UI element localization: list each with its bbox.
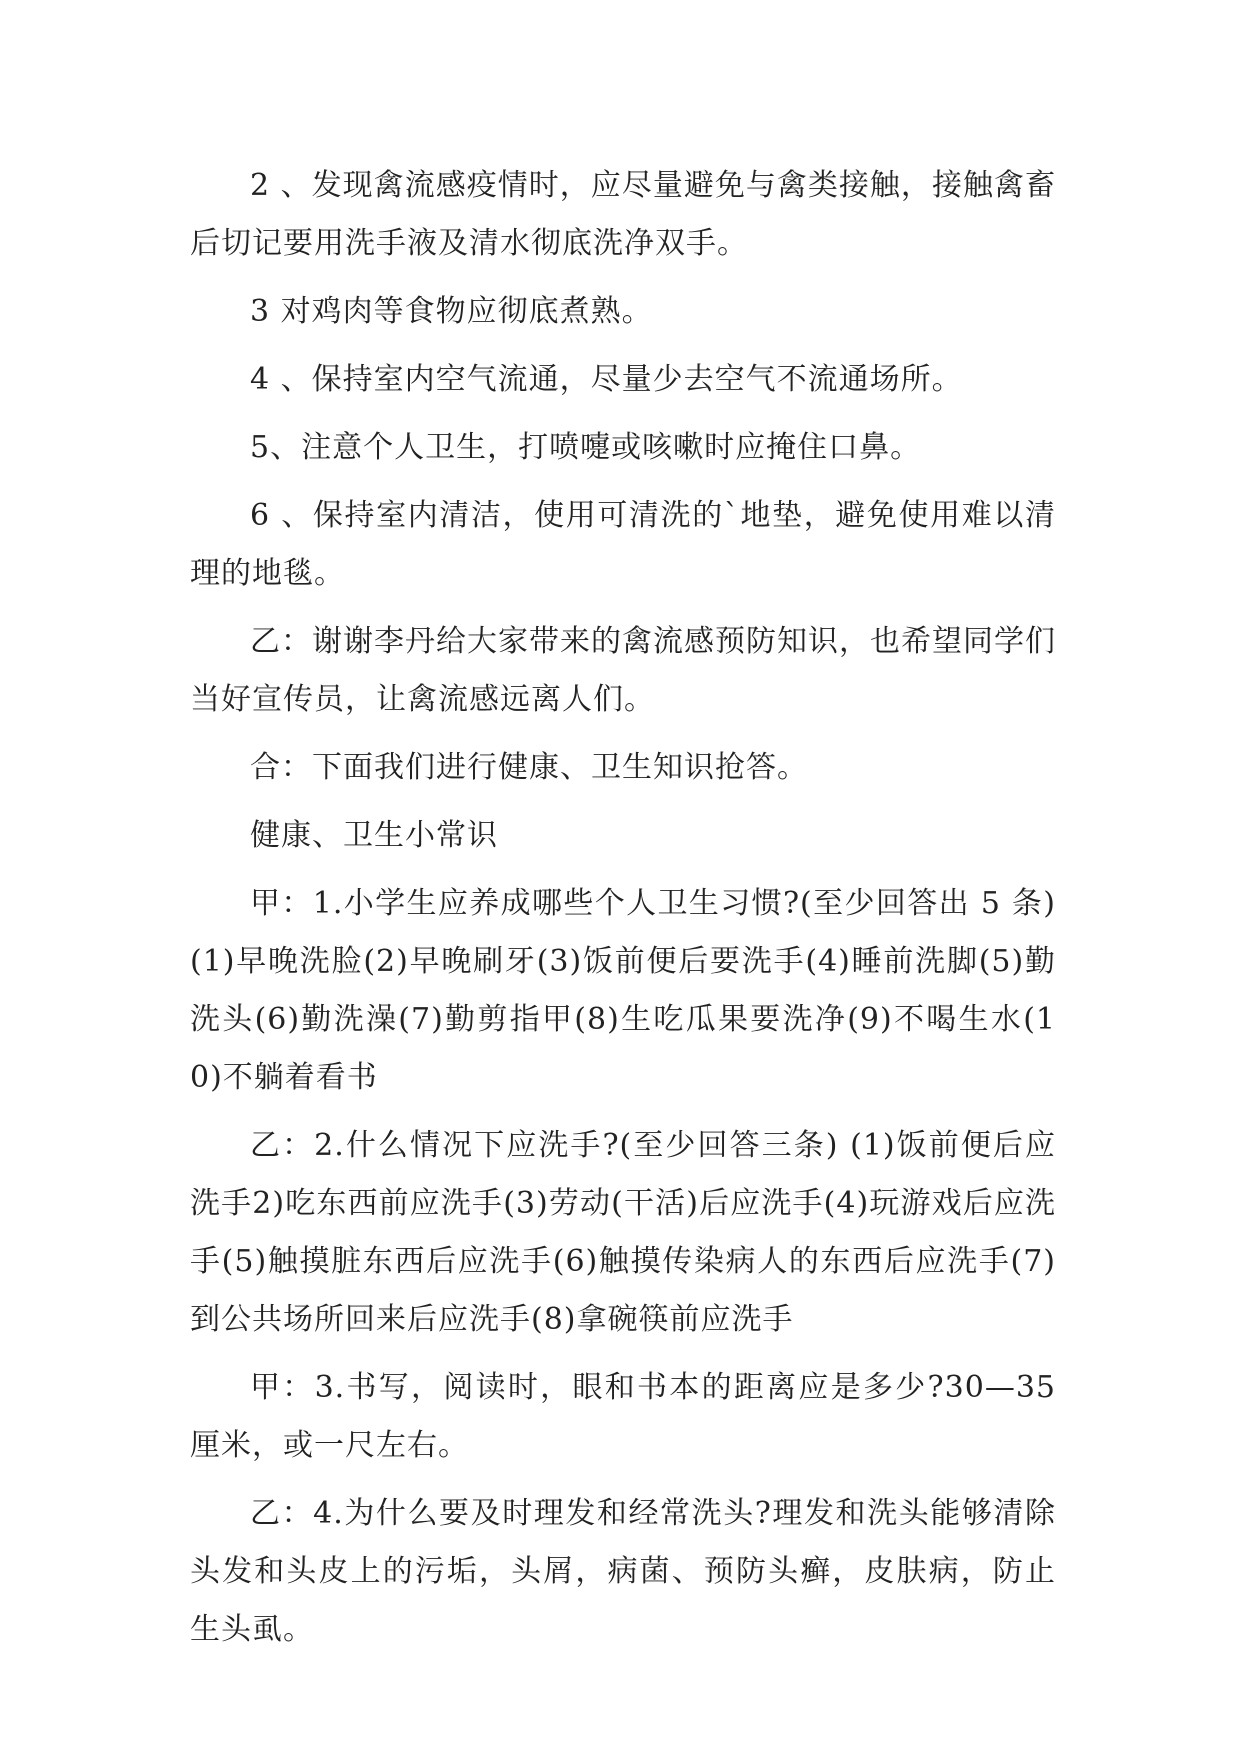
paragraph-section-heading: 健康、卫生小常识: [250, 818, 498, 853]
paragraph-thanks: 乙：谢谢李丹给大家带来的禽流感预防知识，也希望同学们当好宣传员，让禽流感远离人们。: [190, 624, 1056, 717]
paragraph-prevention-3: 3 对鸡肉等食物应彻底煮熟。: [250, 294, 653, 329]
paragraph-prevention-6: 6 、保持室内清洁，使用可清洗的`地垫，避免使用难以清理的地毯。: [190, 498, 1056, 591]
paragraph-prevention-2: 2 、发现禽流感疫情时，应尽量避免与禽类接触，接触禽畜后切记要用洗手液及清水彻底洗净双手。: [190, 168, 1056, 261]
document-body: [190, 157, 1056, 1669]
paragraph-prevention-4: 4 、保持室内空气流通，尽量少去空气不流通场所。: [250, 362, 963, 397]
paragraph-question-1: 甲：1.小学生应养成哪些个人卫生习惯?(至少回答出 5 条) (1)早晚洗脸(2)早晚刷牙(3)饭前便后要洗手(4)睡前洗脚(5)勤洗头(6)勤洗澡(7)勤剪指甲(8)生吃瓜果要洗净(9)不喝生水(10)不躺着看书: [190, 886, 1056, 1095]
paragraph-question-3: 甲：3.书写，阅读时，眼和书本的距离应是多少?30—35 厘米，或一尺左右。: [190, 1370, 1056, 1463]
paragraph-prevention-5: 5、注意个人卫生，打喷嚏或咳嗽时应掩住口鼻。: [250, 430, 922, 465]
paragraph-question-4: 乙：4.为什么要及时理发和经常洗头?理发和洗头能够清除头发和头皮上的污垢，头屑，病菌、预防头癣，皮肤病，防止生头虱。: [190, 1496, 1056, 1647]
paragraph-question-2: 乙：2.什么情况下应洗手?(至少回答三条) (1)饭前便后应洗手2)吃东西前应洗手(3)劳动(干活)后应洗手(4)玩游戏后应洗手(5)触摸脏东西后应洗手(6)触摸传染病人的东西后应洗手(7)到公共场所回来后应洗手(8)拿碗筷前应洗手: [190, 1128, 1056, 1337]
paragraph-quiz-intro: 合：下面我们进行健康、卫生知识抢答。: [250, 750, 808, 785]
